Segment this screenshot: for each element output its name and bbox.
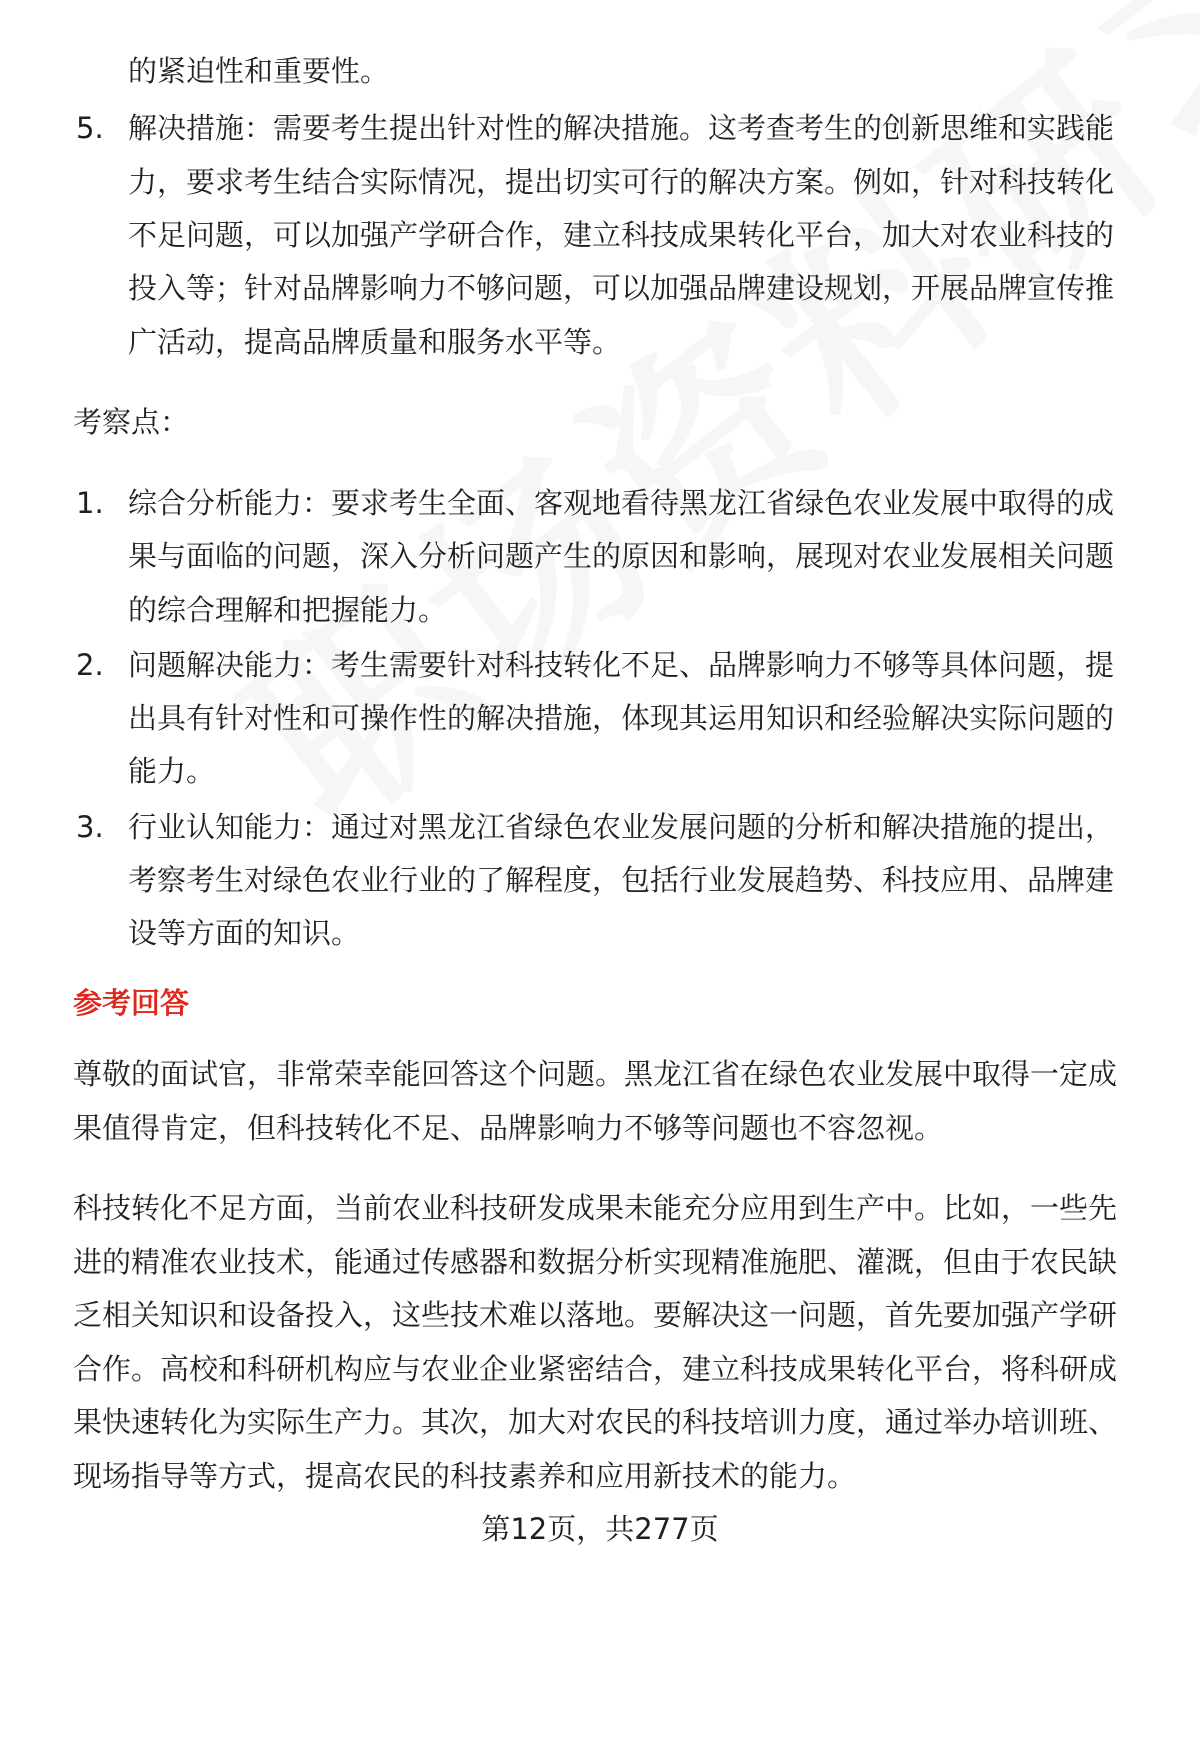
list-number: 3. (76, 810, 104, 844)
list-number: 5. (76, 111, 104, 145)
list-item-line: 出具有针对性和可操作性的解决措施，体现其运用知识和经验解决实际问题的 (128, 701, 1115, 735)
paragraph-line: 科技转化不足方面，当前农业科技研发成果未能充分应用到生产中。比如，一些先 (73, 1191, 1118, 1225)
paragraph-line: 果快速转化为实际生产力。其次，加大对农民的科技培训力度，通过举办培训班、 (73, 1405, 1118, 1439)
list-item-line: 力，要求考生结合实际情况，提出切实可行的解决方案。例如，针对科技转化 (128, 165, 1115, 199)
page-number-footer: 第12页，共277页 (481, 1512, 719, 1546)
list-item-line: 广活动，提高品牌质量和服务水平等。 (128, 325, 622, 359)
section-label: 考察点： (73, 405, 190, 439)
list-item-line: 问题解决能力：考生需要针对科技转化不足、品牌影响力不够等具体问题，提 (128, 648, 1115, 682)
paragraph-line: 合作。高校和科研机构应与农业企业紧密结合，建立科技成果转化平台，将科研成 (73, 1352, 1118, 1386)
paragraph-line: 进的精准农业技术，能通过传感器和数据分析实现精准施肥、灌溉，但由于农民缺 (73, 1245, 1118, 1279)
list-item-line: 能力。 (128, 754, 216, 788)
list-item-line: 考察考生对绿色农业行业的了解程度，包括行业发展趋势、科技应用、品牌建 (128, 863, 1115, 897)
paragraph-line: 尊敬的面试官，非常荣幸能回答这个问题。黑龙江省在绿色农业发展中取得一定成 (73, 1057, 1118, 1091)
paragraph-line: 乏相关知识和设备投入，这些技术难以落地。要解决这一问题，首先要加强产学研 (73, 1298, 1118, 1332)
list-item-line: 果与面临的问题，深入分析问题产生的原因和影响，展现对农业发展相关问题 (128, 539, 1115, 573)
list-item-line: 的综合理解和把握能力。 (128, 593, 448, 627)
paragraph-line: 果值得肯定，但科技转化不足、品牌影响力不够等问题也不容忽视。 (73, 1111, 944, 1145)
list-item-line: 不足问题，可以加强产学研合作，建立科技成果转化平台，加大对农业科技的 (128, 218, 1115, 252)
list-item-line: 综合分析能力：要求考生全面、客观地看待黑龙江省绿色农业发展中取得的成 (128, 486, 1115, 520)
paragraph-line: 现场指导等方式，提高农民的科技素养和应用新技术的能力。 (73, 1459, 857, 1493)
list-item-line: 设等方面的知识。 (128, 916, 361, 950)
list-number: 1. (76, 486, 104, 520)
list-item-line: 投入等；针对品牌影响力不够问题，可以加强品牌建设规划，开展品牌宣传推 (128, 271, 1115, 305)
section-heading-reference-answer: 参考回答 (73, 986, 190, 1020)
list-item-line: 行业认知能力：通过对黑龙江省绿色农业发展问题的分析和解决措施的提出， (128, 810, 1115, 844)
list-item-continuation: 的紧迫性和重要性。 (128, 54, 390, 88)
list-item-line: 解决措施：需要考生提出针对性的解决措施。这考查考生的创新思维和实践能 (128, 111, 1115, 145)
list-number: 2. (76, 648, 104, 682)
